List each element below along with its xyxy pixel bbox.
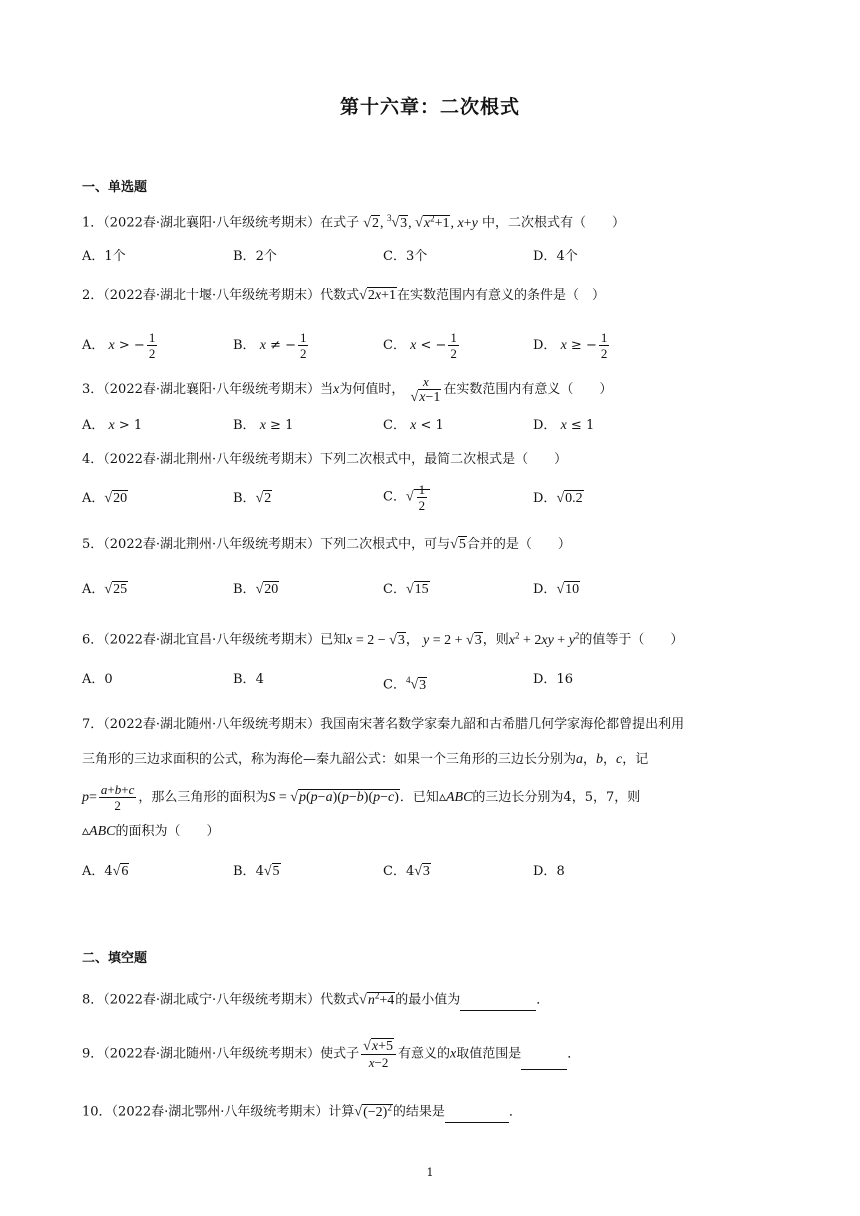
q3-option-a: A． x > 1 bbox=[82, 418, 143, 433]
q7-option-c: C．4√3 bbox=[383, 864, 430, 879]
q1-option-d: D．4个 bbox=[533, 249, 578, 264]
q3-option-d: D． x ≤ 1 bbox=[533, 418, 595, 433]
question-6: 6．（2022春·湖北宜昌·八年级统考期末）已知x = 2 − √3， y = 2 + √3，则$x^2 + 2xy + y^2$的值等于（ ） bbox=[82, 630, 684, 648]
question-10: 10．（2022春·湖北鄂州·八年级统考期末）计算$√(-2)^2$的结果是 ． bbox=[82, 1097, 522, 1123]
q7-option-b: B．4√5 bbox=[233, 864, 280, 879]
q5-option-c: C．√15 bbox=[383, 582, 429, 597]
q2-option-c: C． x < − $\frac{1}{2}$ bbox=[383, 330, 457, 361]
q4-option-c: C．√ $\frac{1}{2}$ bbox=[383, 482, 430, 513]
question-1: 1．（2022春·湖北襄阳·八年级统考期末）在式子 √2, $^3$√3, $√x^2+1$, x+y 中，二次根式有（ ） bbox=[82, 213, 625, 231]
q5-option-b: B．√20 bbox=[233, 582, 279, 597]
q1-option-c: C．3个 bbox=[383, 249, 428, 264]
q7-option-a: A．4√6 bbox=[82, 864, 129, 879]
question-9: 9．（2022春·湖北随州·八年级统考期末）使式子 $\frac{√x+5}{x-2}$ 有意义的x取值范围是 ． bbox=[82, 1039, 581, 1070]
question-7-line-4: ▵ABC的面积为（ ） bbox=[82, 824, 220, 839]
question-7-line-3: p= $\frac{a+b+c}{2}$ ，那么三角形的面积为S = √p(p−a)(p−b)(p−c)．已知▵ABC的三边长分别为4，5，7，则 bbox=[82, 782, 641, 813]
q3-option-c: C． x < 1 bbox=[383, 418, 444, 433]
section-heading-fill-blank: 二、填空题 bbox=[82, 951, 148, 966]
question-8: 8．（2022春·湖北咸宁·八年级统考期末）代数式$√n^2+4$的最小值为 ． bbox=[82, 985, 549, 1011]
page-number: 1 bbox=[426, 1166, 434, 1179]
q2-expression: √2x+1 bbox=[359, 288, 396, 303]
q4-option-a: A．√20 bbox=[82, 491, 128, 506]
q5-option-a: A．√25 bbox=[82, 582, 128, 597]
page-title: 第十六章：二次根式 bbox=[339, 96, 520, 118]
answer-blank-10[interactable] bbox=[445, 1108, 509, 1123]
q6-option-d: D．16 bbox=[533, 672, 573, 687]
q1-option-a: A．1个 bbox=[82, 249, 126, 264]
question-7-line-2: 三角形的三边求面积的公式，称为海伦—秦九韶公式：如果一个三角形的三边长分别为a，b，c，记 bbox=[82, 752, 649, 767]
q3-option-b: B． x ≥ 1 bbox=[233, 418, 294, 433]
question-4: 4．（2022春·湖北荆州·八年级统考期末）下列二次根式中，最简二次根式是（ ） bbox=[82, 452, 568, 467]
question-5: 5．（2022春·湖北荆州·八年级统考期末）下列二次根式中，可与√5合并的是（ ） bbox=[82, 537, 571, 552]
q4-option-b: B．√2 bbox=[233, 491, 272, 506]
q1-option-b: B．2个 bbox=[233, 249, 277, 264]
q7-option-d: D．8 bbox=[533, 864, 565, 879]
q6-option-a: A．0 bbox=[82, 672, 113, 687]
q5-option-d: D．√10 bbox=[533, 582, 580, 597]
q2-option-a: A． x > − $\frac{1}{2}$ bbox=[82, 330, 156, 361]
question-2: 2．（2022春·湖北十堰·八年级统考期末）代数式√2x+1在实数范围内有意义的条件是（ ） bbox=[82, 286, 605, 306]
q6-option-c: C．$^4$√3 bbox=[383, 675, 427, 693]
q4-option-d: D．√0.2 bbox=[533, 491, 583, 506]
question-7: 7．（2022春·湖北随州·八年级统考期末）我国南宋著名数学家秦九韶和古希腊几何学家海伦都曾提出利用 bbox=[82, 717, 685, 732]
answer-blank-9[interactable] bbox=[521, 1055, 567, 1070]
q2-option-b: B． x ≠ − $\frac{1}{2}$ bbox=[233, 330, 307, 361]
question-3: 3．（2022春·湖北襄阳·八年级统考期末）当x为何值时， $\frac{x}{√x-1}$ 在实数范围内有意义（ ） bbox=[82, 374, 613, 405]
q1-expressions: √2, $^3$√3, $√x^2+1$, x+y bbox=[363, 213, 478, 231]
q3-expression: $\frac{x}{√x-1}$ bbox=[410, 374, 441, 405]
q2-option-d: D． x ≥ − $\frac{1}{2}$ bbox=[533, 330, 608, 361]
section-heading-single-choice: 一、单选题 bbox=[82, 180, 148, 195]
q6-option-b: B．4 bbox=[233, 672, 264, 687]
answer-blank-8[interactable] bbox=[460, 996, 536, 1011]
